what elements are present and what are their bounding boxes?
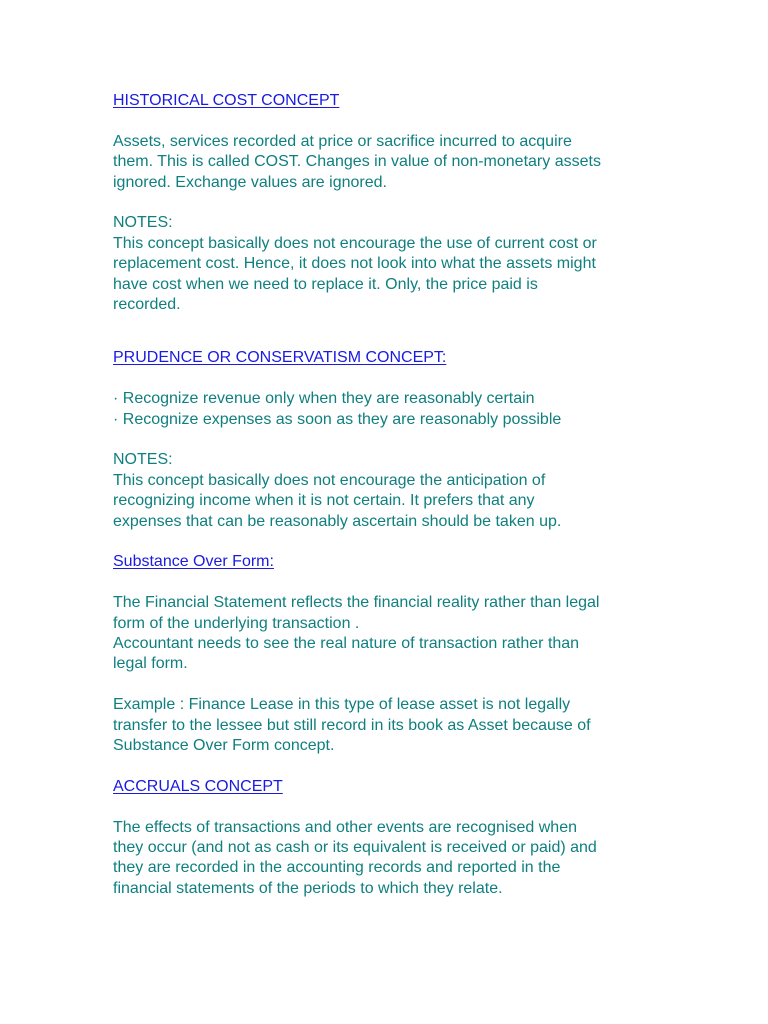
document-page — [113, 91, 753, 899]
text-line: Assets, services recorded at price or sacrifice incurred to acquire — [113, 132, 572, 150]
text-line: replacement cost. Hence, it does not look into what the assets might — [113, 255, 596, 273]
text-line: Substance Over Form concept. — [113, 737, 335, 755]
bullet-item: · Recognize expenses as soon as they are reasonably possible — [113, 410, 562, 428]
text-line: recorded. — [113, 296, 181, 314]
text-line: financial statements of the periods to which they relate. — [113, 879, 503, 897]
text-line: This concept basically does not encourage the anticipation of — [113, 471, 546, 489]
text-line: expenses that can be reasonably ascertain should be taken up. — [113, 512, 562, 530]
bullets-prudence — [113, 389, 753, 430]
paragraph-historical-cost — [113, 132, 753, 193]
heading-historical-cost: HISTORICAL COST CONCEPT — [113, 92, 340, 109]
text-line: The Financial Statement reflects the financial reality rather than legal — [113, 594, 600, 612]
bullet-item: · Recognize revenue only when they are reasonably certain — [113, 390, 535, 408]
text-line: Accountant needs to see the real nature of transaction rather than — [113, 635, 580, 653]
text-line: This concept basically does not encourage the use of current cost or — [113, 234, 597, 252]
text-line: they are recorded in the accounting records and reported in the — [113, 859, 561, 877]
notes-label: NOTES: — [113, 214, 173, 232]
paragraph-substance-over-form — [113, 593, 753, 675]
notes-historical-cost — [113, 234, 753, 316]
text-line: The effects of transactions and other events are recognised when — [113, 818, 577, 836]
text-line: they occur (and not as cash or its equivalent is received or paid) and — [113, 839, 597, 857]
notes-label: NOTES: — [113, 451, 173, 469]
example-substance-over-form — [113, 695, 753, 756]
text-line: recognizing income when it is not certain. It prefers that any — [113, 492, 535, 510]
paragraph-accruals — [113, 818, 753, 900]
notes-prudence — [113, 471, 753, 532]
text-line: them. This is called COST. Changes in value of non-monetary assets — [113, 153, 601, 171]
text-line: transfer to the lessee but still record in its book as Asset because of — [113, 716, 591, 734]
heading-accruals: ACCRUALS CONCEPT — [113, 777, 283, 795]
heading-substance-over-form: Substance Over Form: — [113, 553, 274, 571]
text-line: legal form. — [113, 655, 188, 673]
heading-prudence: PRUDENCE OR CONSERVATISM CONCEPT: — [113, 349, 447, 367]
text-line: ignored. Exchange values are ignored. — [113, 173, 387, 191]
text-line: Example : Finance Lease in this type of lease asset is not legally — [113, 696, 571, 714]
text-line: have cost when we need to replace it. Only, the price paid is — [113, 275, 538, 293]
text-line: form of the underlying transaction . — [113, 614, 360, 632]
